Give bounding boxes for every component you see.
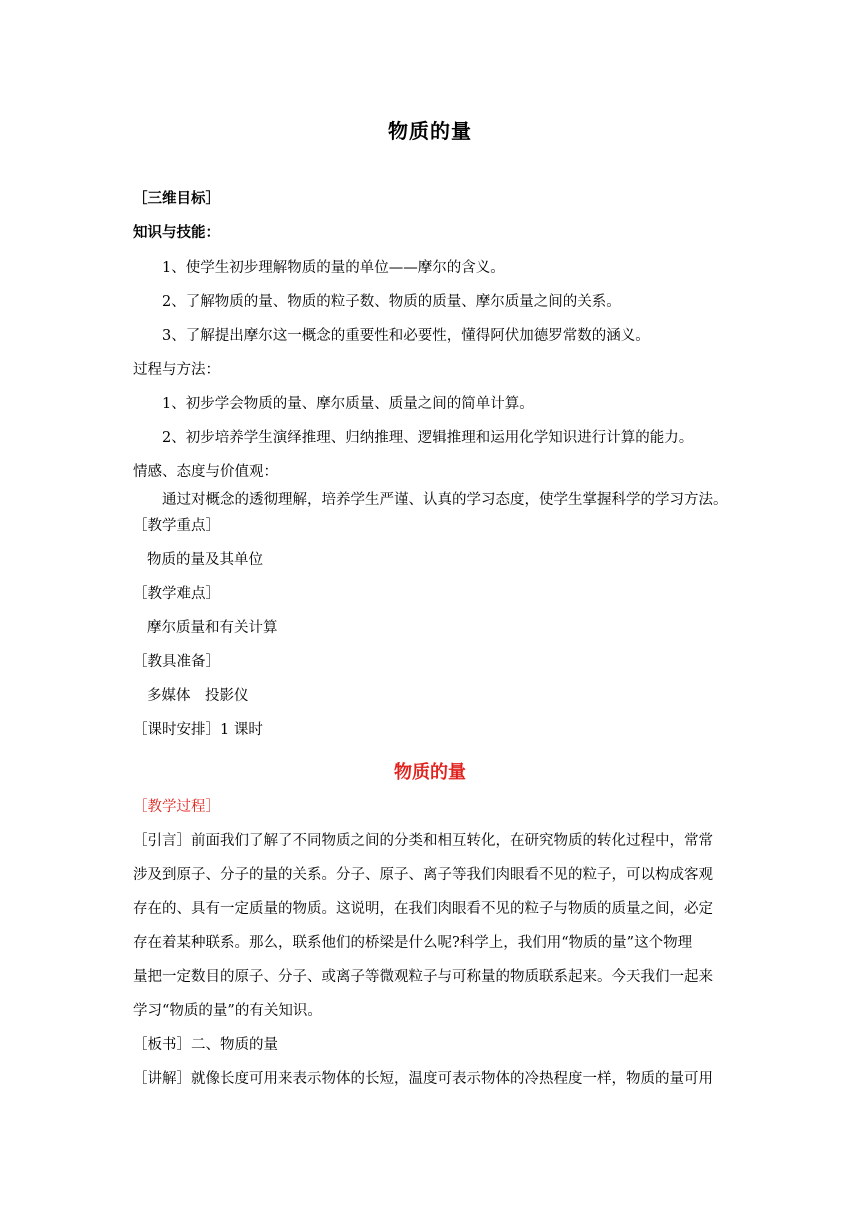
intro-line-4: 存在着某种联系。那么，联系他们的桥梁是什么呢?科学上，我们用“物质的量”这个物理 [133,935,693,951]
tools-heading: ［教具准备］ [133,654,220,670]
focus-heading: ［教学重点］ [133,518,220,534]
tools-text: 多媒体 投影仪 [147,688,249,704]
section-title-red: 物质的量 [394,762,466,783]
knowledge-item-1: 1、使学生初步理解物质的量的单位——摩尔的含义。 [162,260,505,276]
knowledge-item-3: 3、了解提出摩尔这一概念的重要性和必要性，懂得阿伏加德罗常数的涵义。 [162,328,650,344]
difficulty-heading: ［教学难点］ [133,586,220,602]
intro-line-5: 量把一定数目的原子、分子、或离子等微观粒子与可称量的物质联系起来。今天我们一起来 [133,969,713,985]
schedule-line: ［课时安排］1 课时 [133,722,263,738]
knowledge-item-2: 2、了解物质的量、物质的粒子数、物质的质量、摩尔质量之间的关系。 [162,294,621,310]
intro-line-6: 学习“物质的量”的有关知识。 [133,1003,322,1019]
process-heading: 过程与方法： [133,362,220,378]
emotion-item-1: 通过对概念的透彻理解，培养学生严谨、认真的学习态度，使学生掌握科学的学习方法。 [162,492,728,508]
focus-text: 物质的量及其单位 [147,552,263,568]
lecture-line: ［讲解］就像长度可用来表示物体的长短，温度可表示物体的冷热程度一样，物质的量可用 [133,1071,713,1087]
process-item-2: 2、初步培养学生演绎推理、归纳推理、逻辑推理和运用化学知识进行计算的能力。 [162,430,694,446]
page-title: 物质的量 [388,119,472,143]
knowledge-heading: 知识与技能： [133,225,220,241]
process-item-1: 1、初步学会物质的量、摩尔质量、质量之间的简单计算。 [162,396,534,412]
board-line: ［板书］二、物质的量 [133,1037,278,1053]
objectives-heading: ［三维目标］ [133,191,220,207]
intro-line-3: 存在的、具有一定质量的物质。这说明，在我们肉眼看不见的粒子与物质的质量之间，必定 [133,901,713,917]
emotion-heading: 情感、态度与价值观： [133,464,278,480]
difficulty-text: 摩尔质量和有关计算 [147,620,278,636]
intro-line-2: 涉及到原子、分子的量的关系。分子、原子、离子等我们肉眼看不见的粒子，可以构成客观 [133,867,713,883]
intro-line-1: ［引言］前面我们了解了不同物质之间的分类和相互转化，在研究物质的转化过程中，常常 [133,833,713,849]
teaching-process-label: ［教学过程］ [133,799,220,815]
